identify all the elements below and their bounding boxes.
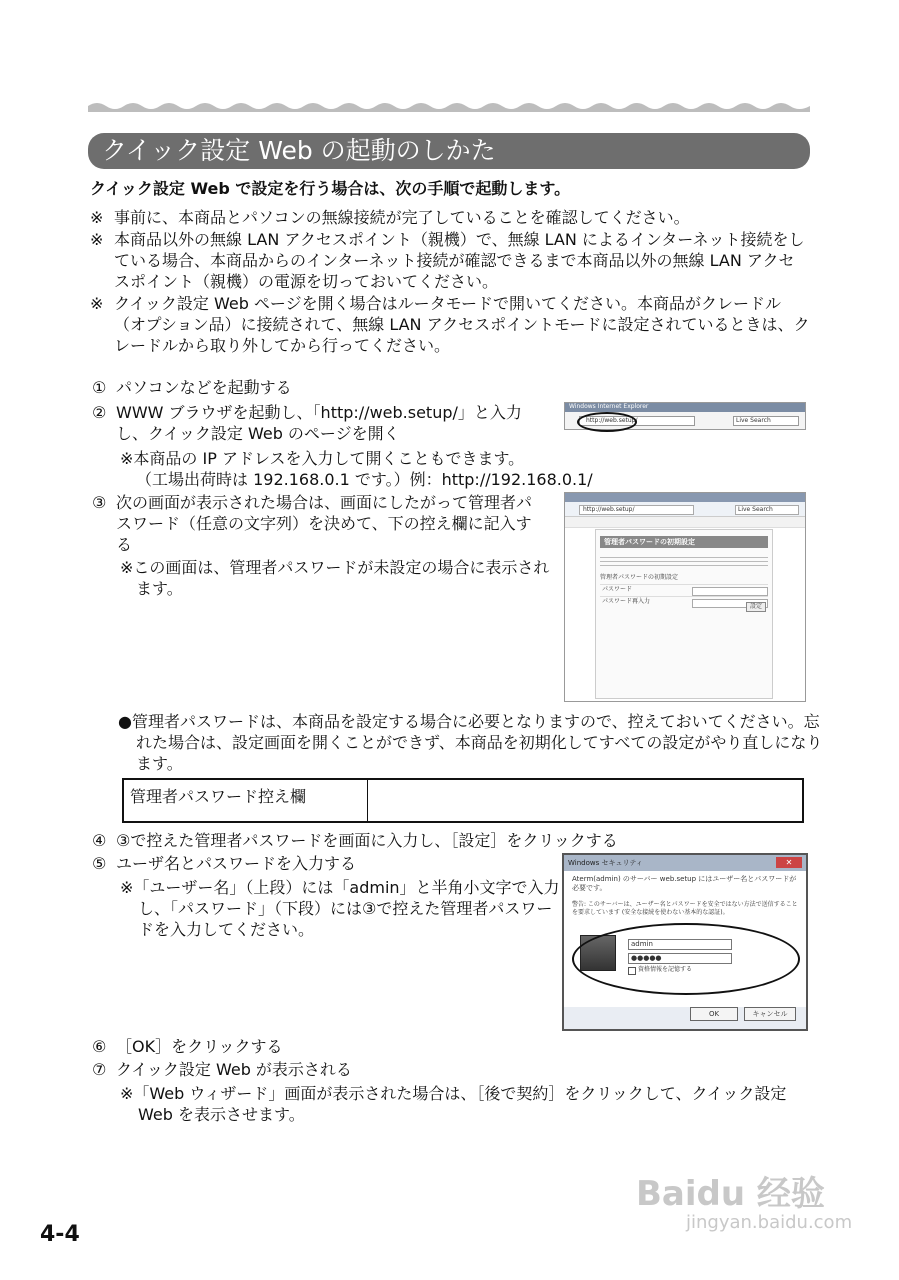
step-mark: ③: [92, 493, 107, 512]
password-input[interactable]: ●●●●●: [628, 953, 732, 964]
step-text: ③で控えた管理者パスワードを画面に入力し、［設定］をクリックする: [116, 831, 618, 850]
step-item: [92, 1036, 562, 1057]
password-memo-box: [122, 778, 804, 823]
note-text: 本商品以外の無線 LAN アクセスポイント（親機）で、無線 LAN によるインターネット接続をしている場合、本商品からのインターネット接続が確認できるまで本商品以外の無線 LAN アクセスポイント（親機）の電源を切っておいてください。: [114, 230, 805, 291]
step-mark: ①: [92, 378, 107, 397]
watermark-brand: Baidu 经验: [636, 1174, 825, 1214]
highlight-oval: [577, 412, 637, 432]
password-note: ●管理者パスワードは、本商品を設定する場合に必要となりますので、控えておいてください。忘れた場合は、設定画面を開くことができず、本商品を初期化してすべての設定がやり直しになります。: [118, 712, 823, 773]
watermark-url: jingyan.baidu.com: [686, 1212, 853, 1233]
step-item: [92, 492, 542, 555]
password-label: パスワード: [602, 586, 633, 593]
set-button[interactable]: 設定: [746, 602, 766, 612]
highlight-oval: [572, 923, 800, 995]
step-item: [92, 830, 812, 851]
address-bar: http://web.setup/: [579, 416, 695, 426]
step-text: パソコンなどを起動する: [116, 378, 292, 397]
note-mark: ※: [90, 294, 104, 313]
wave-divider: [88, 100, 810, 112]
dialog-warning: 警告: このサーバーは、ユーザー名とパスワードを安全ではない方法で送信することを要求しています (安全な接続を使わない基本的な認証)。: [572, 901, 798, 916]
note-text: 事前に、本商品とパソコンの無線接続が完了していることを確認してください。: [114, 208, 690, 227]
step-mark: ⑥: [92, 1037, 107, 1056]
search-box: Live Search: [733, 416, 799, 426]
tab-strip: [565, 517, 805, 528]
step-subnote: （工場出荷時は 192.168.0.1 です。）例：http://192.168.0.1/: [136, 470, 593, 489]
step-item: [92, 377, 562, 398]
security-dialog-screenshot: [562, 853, 808, 1031]
step-text: クイック設定 Web が表示される: [116, 1060, 352, 1079]
step-mark: ②: [92, 403, 107, 422]
browser-title: Windows Internet Explorer: [565, 403, 805, 412]
close-icon[interactable]: ✕: [776, 857, 802, 868]
step-text: 次の画面が表示された場合は、画面にしたがって管理者パスワード（任意の文字列）を決めて、下の控え欄に記入する: [116, 493, 533, 554]
step-text: ［OK］をクリックする: [116, 1037, 283, 1056]
note-item: [90, 293, 810, 356]
password-memo-label: 管理者パスワード控え欄: [124, 780, 368, 821]
note-item: [90, 229, 810, 292]
step-text: ユーザ名とパスワードを入力する: [116, 854, 357, 873]
remember-label: 資格情報を記憶する: [638, 966, 693, 973]
username-input[interactable]: admin: [628, 939, 732, 950]
note-mark: ※: [90, 208, 104, 227]
setup-description: [600, 554, 768, 568]
dialog-message: Aterm(admin) のサーバー web.setup にはユーザー名とパスワードが必要です。: [572, 875, 797, 892]
password-input[interactable]: [692, 587, 768, 596]
note-mark: ※: [90, 230, 104, 249]
step-mark: ⑦: [92, 1060, 107, 1079]
setup-page-screenshot: [564, 492, 806, 702]
browser-screenshot: [564, 402, 806, 430]
step-mark: ④: [92, 831, 107, 850]
section-title: クイック設定 Web の起動のしかた: [88, 133, 810, 169]
step-item: [92, 402, 542, 444]
page-number: 4-4: [40, 1222, 80, 1247]
step-subnote: ※本商品の IP アドレスを入力して開くこともできます。: [120, 449, 525, 468]
dialog-title: Windows セキュリティ: [568, 859, 643, 867]
cancel-button[interactable]: キャンセル: [744, 1007, 796, 1021]
ok-button[interactable]: OK: [690, 1007, 738, 1021]
intro-text: クイック設定 Web で設定を行う場合は、次の手順で起動します。: [90, 179, 571, 198]
window-titlebar: [565, 493, 805, 502]
note-item: [90, 207, 810, 228]
step-item: [92, 853, 542, 874]
step-text: WWW ブラウザを起動し、「http://web.setup/」と入力し、クイック設定 Web のページを開く: [116, 403, 522, 443]
setup-heading: 管理者パスワードの初期設定: [600, 536, 768, 548]
password-confirm-label: パスワード再入力: [602, 598, 651, 605]
address-bar: http://web.setup/: [579, 505, 694, 515]
setup-panel: [595, 529, 773, 699]
note-text: クイック設定 Web ページを開く場合はルータモードで開いてください。本商品がクレードル（オプション品）に接続されて、無線 LAN アクセスポイントモードに設定されているときは、クレードルから取り外してから行ってください。: [114, 294, 810, 355]
step-subnote: ※「Web ウィザード」画面が表示された場合は、［後で契約］をクリックして、クイック設定 Web を表示させます。: [120, 1084, 787, 1124]
step-subnote: ※この画面は、管理者パスワードが未設定の場合に表示されます。: [120, 558, 550, 598]
step-mark: ⑤: [92, 854, 107, 873]
setup-group-label: 管理者パスワードの初期設定: [600, 574, 679, 581]
step-subnote: ※「ユーザー名」（上段）には「admin」と半角小文字で入力し、「パスワード」（下段）には③で控えた管理者パスワードを入力してください。: [120, 878, 560, 939]
search-box: Live Search: [735, 505, 799, 515]
step-item: [92, 1059, 562, 1080]
